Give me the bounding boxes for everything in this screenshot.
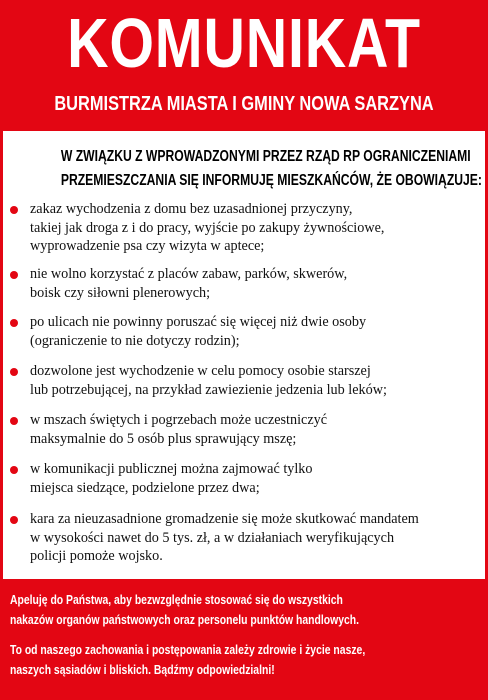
rule-text: w komunikacji publicznej można zajmować tylko miejsca siedzące, podzielone przez dwa; xyxy=(30,461,313,496)
rule-text: dozwolone jest wychodzenie w celu pomocy osobie starszej lub potrzebującej, na przykład zawiezienie jedzenia lub leków; xyxy=(30,363,387,398)
intro-line: W ZWIĄZKU Z WPROWADZONYMI PRZEZ RZĄD RP OGRANICZENIAMI xyxy=(60,148,471,165)
rule-text: nie wolno korzystać z placów zabaw, parków, skwerów, boisk czy siłowni plenerowych; xyxy=(30,266,348,301)
bullet-icon xyxy=(10,271,18,279)
rule-text: po ulicach nie powinny poruszać się więcej niż dwie osoby (ograniczenie to nie dotyczy rodzin); xyxy=(30,314,367,349)
bullet-icon xyxy=(10,368,18,376)
bullet-icon xyxy=(10,466,18,474)
appeal-paragraph xyxy=(10,640,480,680)
bullet-icon xyxy=(10,206,18,214)
rule-text: kara za nieuzasadnione gromadzenie się może skutkować mandatem w wysokości nawet do 5 tys. zł, a w działaniach weryfikujących policji pomoże wojsko. xyxy=(30,511,419,564)
appeal-line: nakazów organów państwowych oraz personelu punktów handlowych. xyxy=(10,612,360,627)
appeal-paragraph xyxy=(10,590,480,630)
appeal-line: Apeluję do Państwa, aby bezwzględnie stosować się do wszystkich xyxy=(10,592,343,607)
bullet-icon xyxy=(10,417,18,425)
rule-text: w mszach świętych i pogrzebach może uczestniczyć maksymalnie do 5 osób plus sprawujący mszę; xyxy=(30,412,328,447)
appeal-line: naszych sąsiadów i bliskich. Bądźmy odpowiedzialni! xyxy=(10,662,275,677)
poster-title: KOMUNIKAT xyxy=(67,4,421,82)
poster-subtitle: BURMISTRZA MIASTA I GMINY NOWA SARZYNA xyxy=(54,93,434,115)
rules-panel xyxy=(3,131,485,579)
intro-heading xyxy=(3,145,485,193)
intro-line: PRZEMIESZCZANIA SIĘ INFORMUJĘ MIESZKAŃCÓW, ŻE OBOWIĄZUJE: xyxy=(60,172,482,189)
bullet-icon xyxy=(10,319,18,327)
appeal-line: To od naszego zachowania i postępowania zależy zdrowie i życie nasze, xyxy=(10,642,366,657)
rule-text: zakaz wychodzenia z domu bez uzasadnionej przyczyny, takiej jak droga z i do pracy, wyjście po zakupy żywnościowe, wyprowadzenie psa czy wizyta w aptece; xyxy=(30,201,385,254)
bullet-icon xyxy=(10,516,18,524)
